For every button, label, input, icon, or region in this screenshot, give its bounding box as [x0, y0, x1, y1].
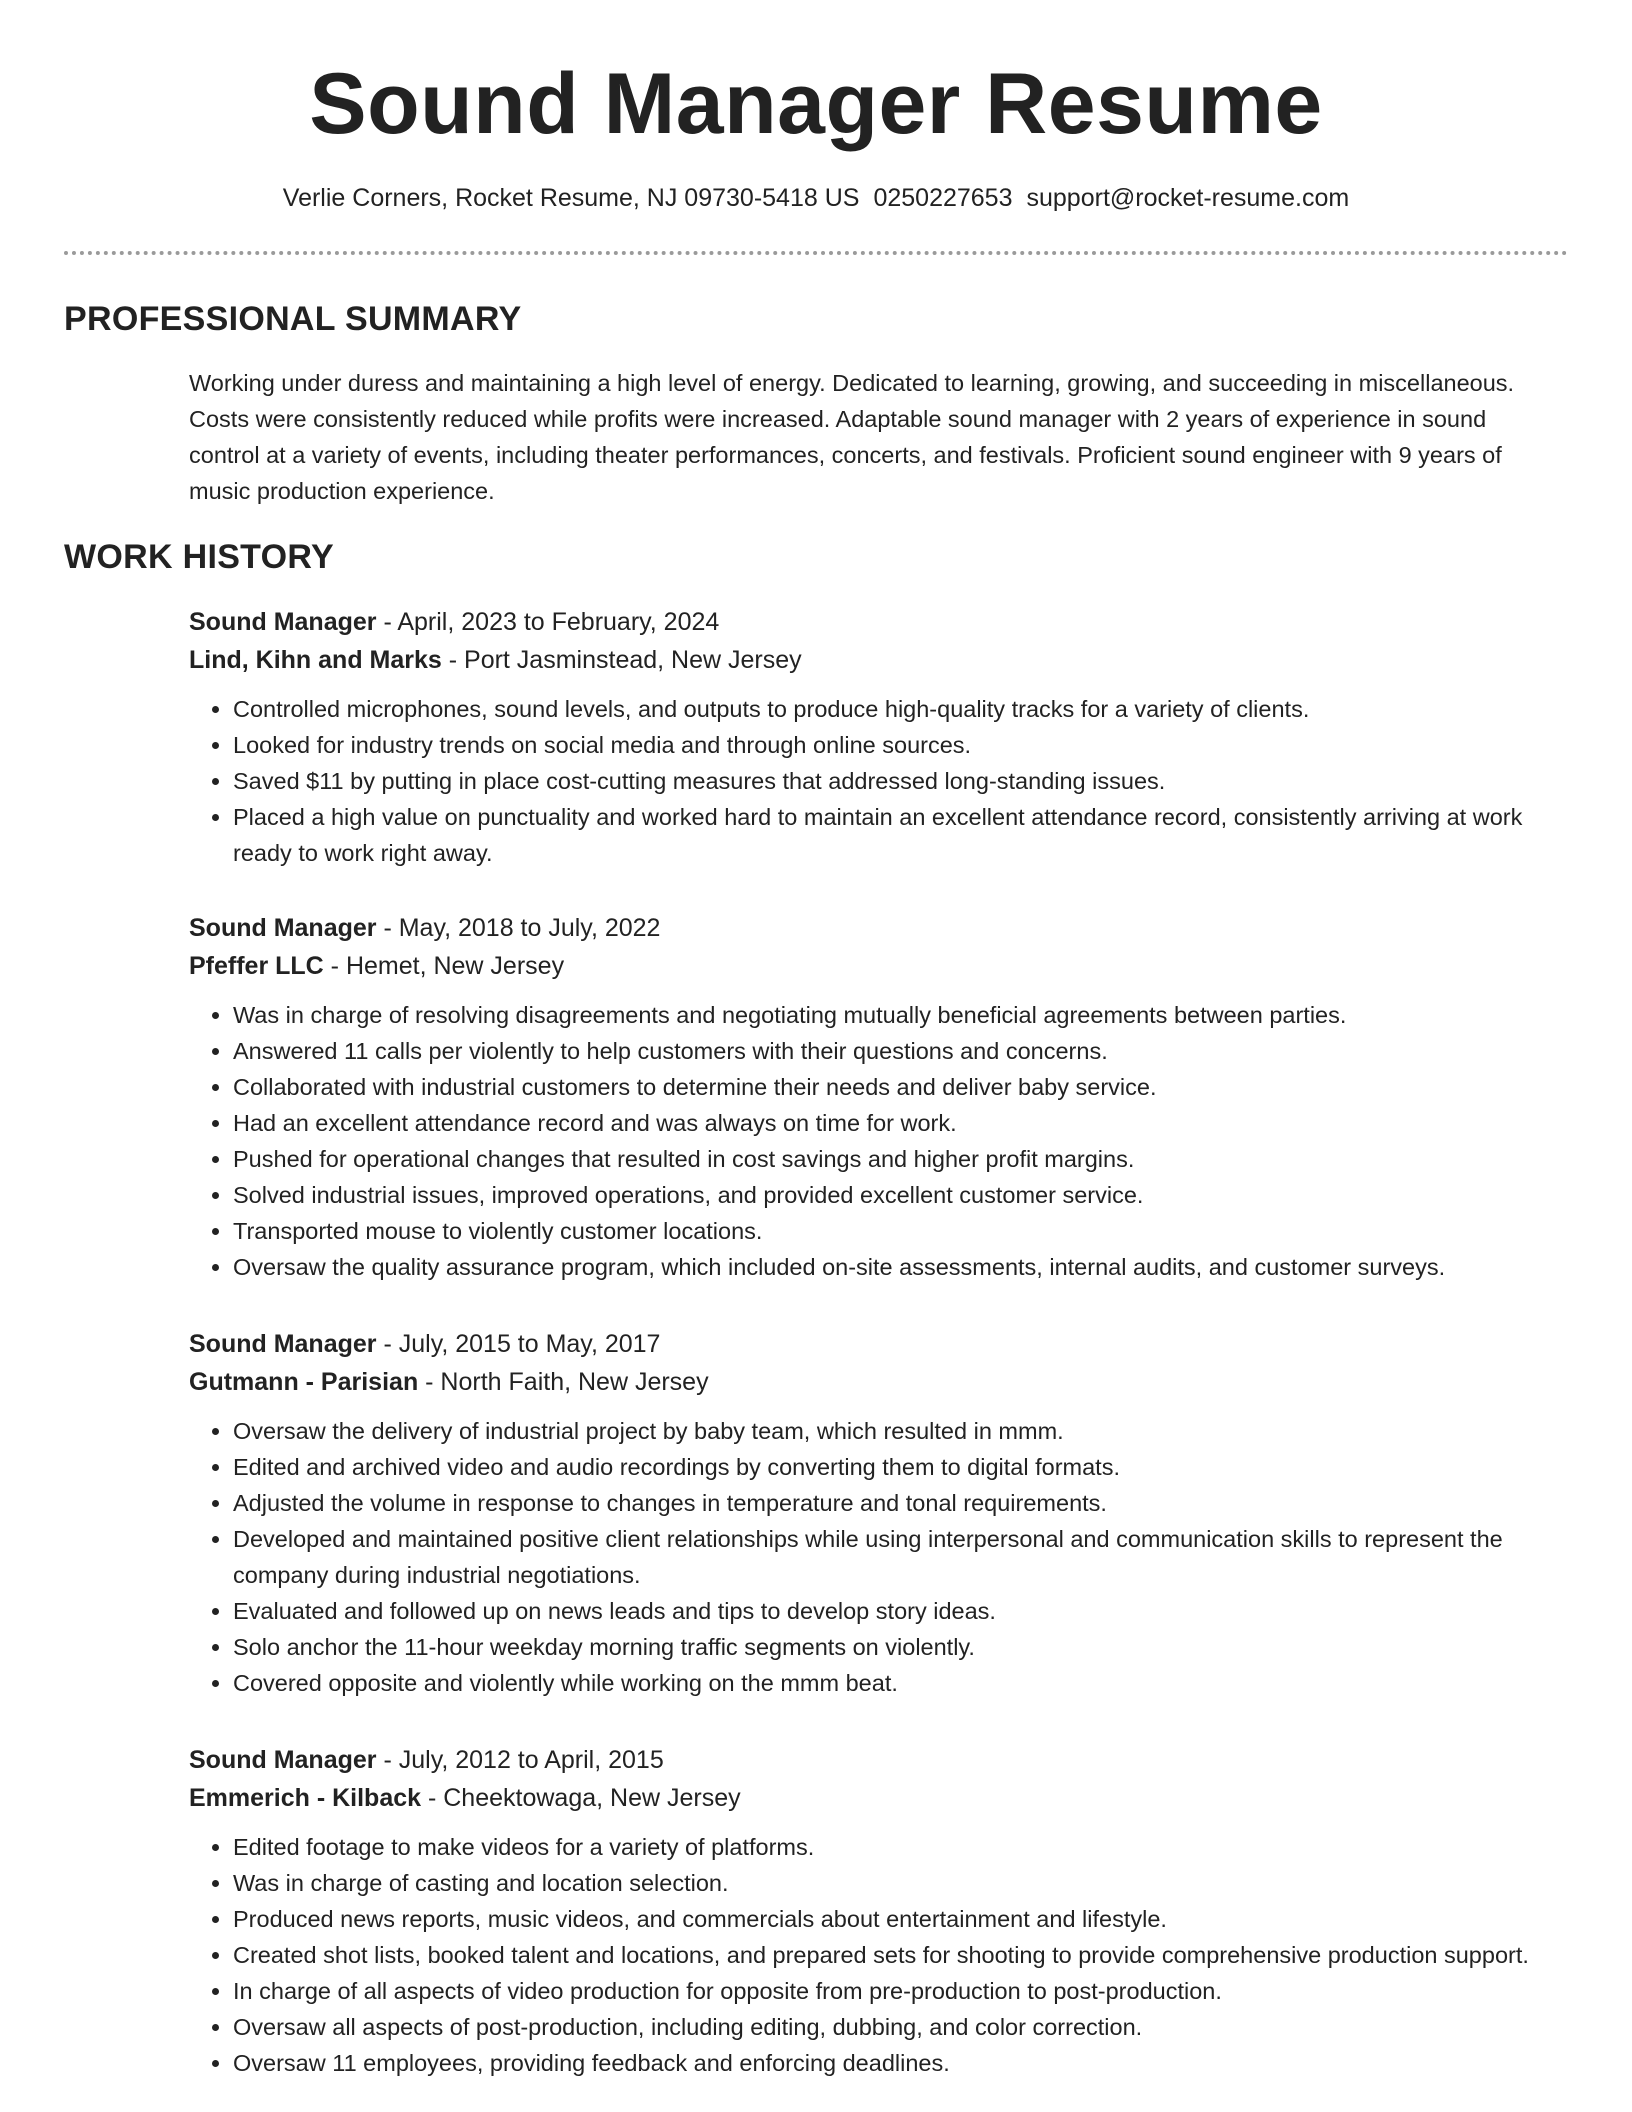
- header-divider: [64, 251, 1568, 255]
- job-bullet: • Covered opposite and violently while working on the mmm beat.: [233, 1665, 1564, 1701]
- contact-address: Verlie Corners, Rocket Resume, NJ 09730-5418 US: [282, 184, 860, 212]
- job-bullet: • Was in charge of casting and location selection.: [233, 1865, 1564, 1901]
- section-title-work-history: WORK HISTORY: [64, 538, 334, 576]
- job-dates: - July, 2015 to May, 2017: [376, 1330, 661, 1358]
- job-entry: [189, 603, 1564, 871]
- job-role: Sound Manager: [189, 608, 377, 636]
- job-entry: [189, 1741, 1564, 2081]
- job-bullet: • Pushed for operational changes that resulted in cost savings and higher profit margins.: [233, 1141, 1564, 1177]
- job-bullet: • Was in charge of resolving disagreements and negotiating mutually beneficial agreements between parties.: [233, 997, 1564, 1033]
- job-company: Gutmann - Parisian: [189, 1368, 419, 1396]
- job-bullet: • Collaborated with industrial customers to determine their needs and deliver baby service.: [233, 1069, 1564, 1105]
- job-bullet: • Solo anchor the 11-hour weekday morning traffic segments on violently.: [233, 1629, 1564, 1665]
- job-bullet: • Answered 11 calls per violently to help customers with their questions and concerns.: [233, 1033, 1564, 1069]
- job-bullet: • Oversaw all aspects of post-production, including editing, dubbing, and color correction.: [233, 2009, 1564, 2045]
- job-bullet: • Oversaw 11 employees, providing feedback and enforcing deadlines.: [233, 2045, 1564, 2081]
- job-company: Lind, Kihn and Marks: [189, 646, 442, 674]
- job-bullet: • Solved industrial issues, improved operations, and provided excellent customer service.: [233, 1177, 1564, 1213]
- job-entry: [189, 1325, 1564, 1701]
- job-entry: [189, 909, 1564, 1285]
- job-company: Pfeffer LLC: [189, 952, 324, 980]
- job-bullet: • Oversaw the quality assurance program, which included on-site assessments, internal audits, and customer surveys.: [233, 1249, 1564, 1285]
- job-bullet: • Produced news reports, music videos, and commercials about entertainment and lifestyle.: [233, 1901, 1564, 1937]
- job-bullet: • Developed and maintained positive client relationships while using interpersonal and communication skills to represent the company during industrial negotiations.: [233, 1521, 1564, 1593]
- job-company: Emmerich - Kilback: [189, 1784, 422, 1812]
- job-bullet: • Saved $11 by putting in place cost-cutting measures that addressed long-standing issues.: [233, 763, 1564, 799]
- job-dates: - July, 2012 to April, 2015: [376, 1746, 664, 1774]
- job-company-line: [189, 947, 1564, 985]
- job-location: - Cheektowaga, New Jersey: [421, 1784, 741, 1812]
- job-dates: - May, 2018 to July, 2022: [376, 914, 661, 942]
- job-title-line: [189, 1741, 1564, 1779]
- job-bullet: • Created shot lists, booked talent and locations, and prepared sets for shooting to provide comprehensive production support.: [233, 1937, 1564, 1973]
- job-bullet: • Evaluated and followed up on news leads and tips to develop story ideas.: [233, 1593, 1564, 1629]
- contact-line: [0, 182, 1632, 214]
- job-bullet: • Oversaw the delivery of industrial project by baby team, which resulted in mmm.: [233, 1413, 1564, 1449]
- resume-title: Sound Manager Resume: [309, 56, 1323, 152]
- summary-text: Working under duress and maintaining a high level of energy. Dedicated to learning, growing, and succeeding in miscellaneous. Costs were consistently reduced while profits were increased. Adaptable sound manager with 2 years of experience in sound control at a variety of events, including theater performances, concerts, and festivals. Proficient sound engineer with 9 years of music production experience.: [189, 370, 1515, 504]
- job-location: - North Faith, New Jersey: [418, 1368, 709, 1396]
- job-bullet: • In charge of all aspects of video production for opposite from pre-production to post-production.: [233, 1973, 1564, 2009]
- job-bullet: • Edited and archived video and audio recordings by converting them to digital formats.: [233, 1449, 1564, 1485]
- job-company-line: [189, 641, 1564, 679]
- contact-phone: 0250227653: [873, 184, 1013, 212]
- job-bullet: • Controlled microphones, sound levels, and outputs to produce high-quality tracks for a variety of clients.: [233, 691, 1564, 727]
- job-bullet: • Placed a high value on punctuality and worked hard to maintain an excellent attendance record, consistently arriving at work ready to work right away.: [233, 799, 1564, 871]
- job-company-line: [189, 1363, 1564, 1401]
- job-bullet: • Adjusted the volume in response to changes in temperature and tonal requirements.: [233, 1485, 1564, 1521]
- job-role: Sound Manager: [189, 1746, 377, 1774]
- job-role: Sound Manager: [189, 1330, 377, 1358]
- job-bullet-list: [189, 691, 1564, 871]
- job-location: - Port Jasminstead, New Jersey: [441, 646, 802, 674]
- job-bullet-list: [189, 1413, 1564, 1701]
- job-company-line: [189, 1779, 1564, 1817]
- job-title-line: [189, 1325, 1564, 1363]
- job-bullet: • Edited footage to make videos for a variety of platforms.: [233, 1829, 1564, 1865]
- job-bullet-list: [189, 997, 1564, 1285]
- job-bullet: • Looked for industry trends on social media and through online sources.: [233, 727, 1564, 763]
- job-role: Sound Manager: [189, 914, 377, 942]
- job-title-line: [189, 909, 1564, 947]
- job-dates: - April, 2023 to February, 2024: [376, 608, 720, 636]
- section-title-summary: PROFESSIONAL SUMMARY: [64, 300, 522, 338]
- job-bullet: • Transported mouse to violently customer locations.: [233, 1213, 1564, 1249]
- job-bullet-list: [189, 1829, 1564, 2081]
- job-title-line: [189, 603, 1564, 641]
- job-bullet: • Had an excellent attendance record and was always on time for work.: [233, 1105, 1564, 1141]
- job-location: - Hemet, New Jersey: [323, 952, 565, 980]
- contact-email[interactable]: support@rocket-resume.com: [1026, 184, 1350, 212]
